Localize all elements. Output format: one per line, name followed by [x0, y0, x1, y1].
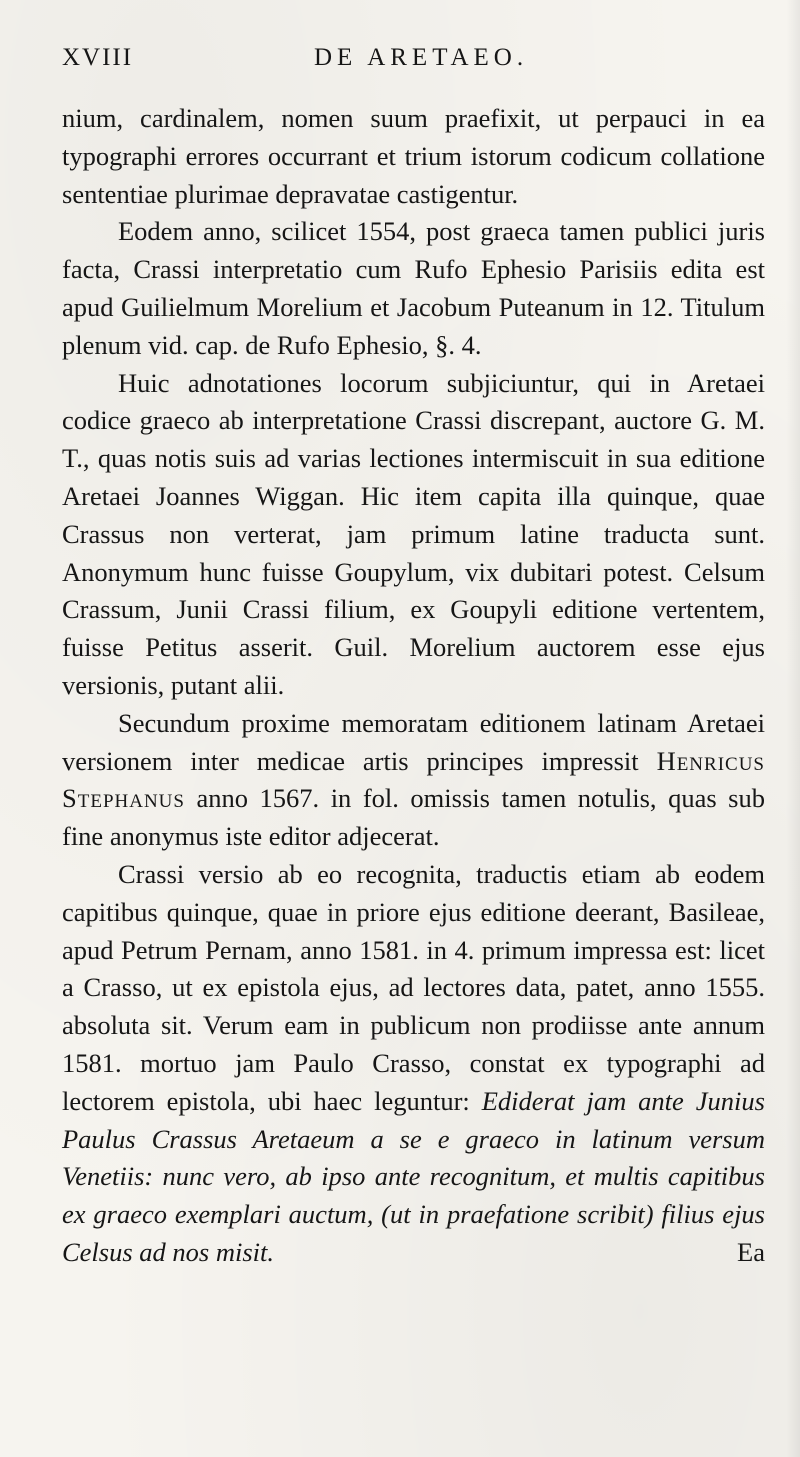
running-title: DE ARETAEO.: [314, 44, 529, 71]
paragraph-1: nium, cardinalem, nomen suum praefixit, ut perpauci in ea typographi errores occurrant et trium istorum codicum collatione sententiae plurimae depravatae castigentur.: [62, 103, 765, 209]
printer-name: Henricus Stephanus: [62, 745, 765, 814]
paragraph-5-quotation: Ediderat jam ante Junius Paulus Crassus Aretaeum a se e graeco in latinum versum Venetiis: nunc vero, ab ipso ante recognitum, et multis capitibus ex graeco exemplari auctum, (ut in praefatione scribit) filius ejus Celsus ad nos misit.: [62, 1085, 765, 1267]
paragraph-4-text-after: anno 1567. in fol. omissis tamen notulis, quas sub fine anonymus iste editor adjecerat.: [62, 783, 765, 852]
page-header: [62, 44, 760, 78]
page-edge-shadow: [786, 0, 800, 1457]
paragraph-5: [62, 856, 765, 1272]
page-number: XVIII: [62, 44, 134, 71]
paragraph-5-text: Crassi versio ab eo recognita, traductis etiam ab eodem capitibus quinque, quae in priore ejus editione deerant, Basileae, apud Petrum Pernam, anno 1581. in 4. primum impressa est: licet a Crasso, ut ex epistola ejus, ad lectores data, patet, anno 1555. absoluta sit. Verum eam in publicum non prodiisse ante annum 1581. mortuo jam Paulo Crasso, constat ex typographi ad lectorem epistola, ubi haec leguntur:: [62, 858, 765, 1116]
paragraph-4: [62, 705, 765, 856]
paragraph-4-text-before: Secundum proxime memoratam editionem latinam Aretaei versionem inter medicae artis principes impressit: [62, 707, 765, 776]
catchword: Ea: [737, 1236, 765, 1267]
paragraph-2: Eodem anno, scilicet 1554, post graeca tamen publici juris facta, Crassi interpretatio cum Rufo Ephesio Parisiis edita est apud Guilielmum Morelium et Jacobum Puteanum in 12. Titulum plenum vid. cap. de Rufo Ephesio, §. 4.: [62, 216, 765, 360]
paragraph-3: Huic adnotationes locorum subjiciuntur, qui in Aretaei codice graeco ab interpretatione Crassi discrepant, auctore G. M. T., quas notis suis ad varias lectiones intermiscuit in sua editione Aretaei Joannes Wiggan. Hic item capita illa quinque, quae Crassus non verterat, jam primum latine traducta sunt. Anonymum hunc fuisse Goupylum, vix dubitari potest. Celsum Crassum, Junii Crassi filium, ex Goupyli editione vertentem, fuisse Petitus asserit. Guil. Morelium auctorem esse ejus versionis, putant alii.: [62, 367, 765, 700]
body-text: [62, 100, 765, 1272]
